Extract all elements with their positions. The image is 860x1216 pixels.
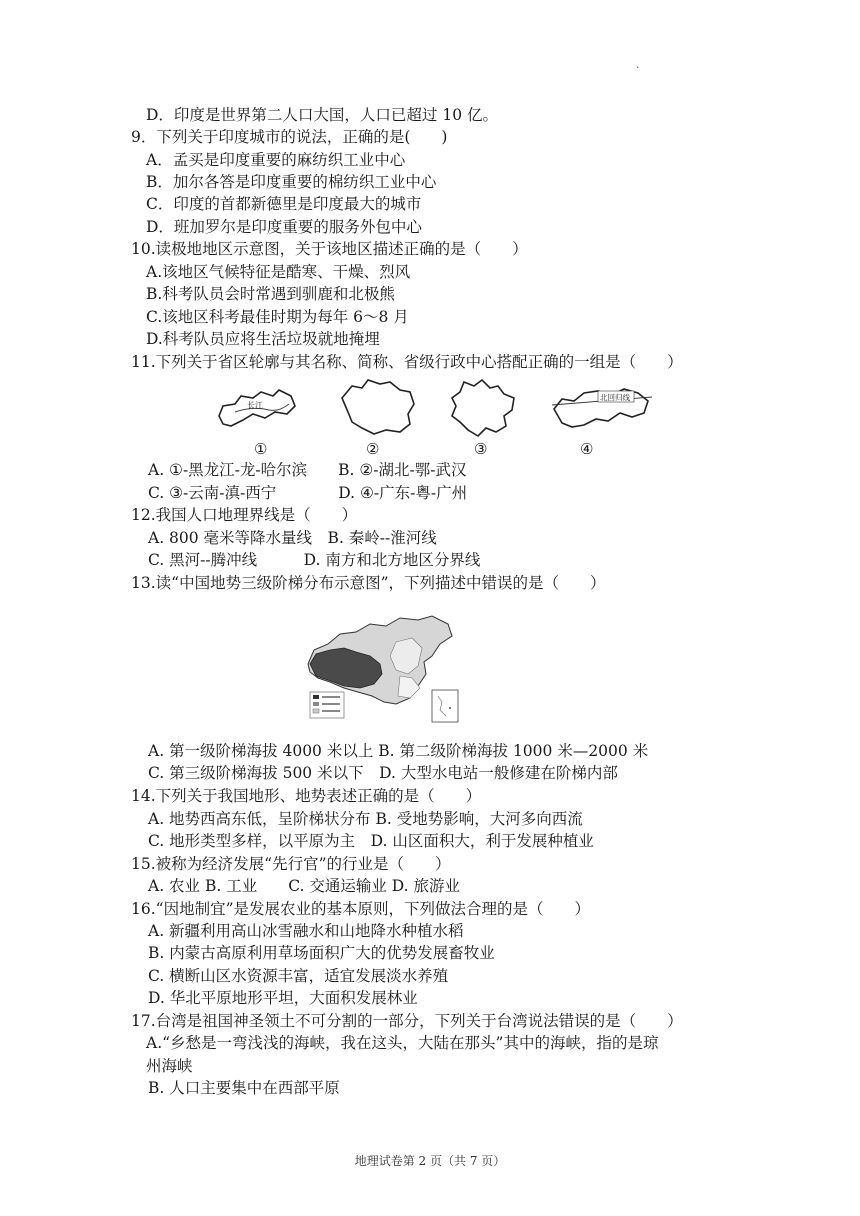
question-16: 16.“因地制宜”是发展农业的基本原则，下列做法合理的是（ ） bbox=[131, 900, 591, 918]
q9-option-d: D．班加罗尔是印度重要的服务外包中心 bbox=[146, 218, 422, 236]
province-outline-2-figure bbox=[338, 376, 418, 438]
q12-options-ab: A. 800 毫米等降水量线 B. 秦岭--淮河线 bbox=[148, 529, 437, 547]
china-terrain-map-figure bbox=[300, 612, 466, 724]
yangtze-label: 长江 bbox=[247, 401, 263, 410]
question-15: 15.被称为经济发展“先行官”的行业是（ ） bbox=[131, 855, 451, 873]
q16-option-a: A. 新疆利用高山冰雪融水和山地降水种植水稻 bbox=[148, 922, 464, 940]
q13-options-cd: C. 第三级阶梯海拔 500 米以下 D. 大型水电站一般修建在阶梯内部 bbox=[148, 764, 618, 782]
q8-option-d: D．印度是世界第二人口大国，人口已超过 10 亿。 bbox=[146, 106, 499, 124]
figure-label-1: ① bbox=[254, 440, 268, 458]
q11-options-cd: C. ③-云南-滇-西宁 D. ④-广东-粤-广州 bbox=[148, 484, 468, 502]
question-9: 9．下列关于印度城市的说法，正确的是( ) bbox=[131, 128, 448, 146]
q9-option-c: C．印度的首都新德里是印度最大的城市 bbox=[146, 195, 422, 213]
figure-label-3: ③ bbox=[474, 440, 488, 458]
page-footer: 地理试卷第 2 页（共 7 页） bbox=[354, 1154, 506, 1168]
q10-option-d: D.科考队员应将生活垃圾就地掩埋 bbox=[146, 330, 380, 348]
q17-option-a-line2: 州海峡 bbox=[146, 1057, 193, 1075]
q15-options: A. 农业 B. 工业 C. 交通运输业 D. 旅游业 bbox=[148, 877, 461, 895]
question-14: 14.下列关于我国地形、地势表述正确的是（ ） bbox=[131, 787, 482, 805]
q17-option-b: B. 人口主要集中在西部平原 bbox=[148, 1079, 340, 1097]
figure-label-2: ② bbox=[366, 440, 380, 458]
q9-option-a: A．孟买是印度重要的麻纺织工业中心 bbox=[146, 151, 406, 169]
tropic-of-cancer-label: 北回归线 bbox=[600, 393, 630, 402]
q11-options-ab: A. ①-黑龙江-龙-哈尔滨 B. ②-湖北-鄂-武汉 bbox=[148, 461, 467, 479]
figure-label-4: ④ bbox=[580, 440, 594, 458]
corner-marker: . bbox=[636, 60, 640, 71]
q14-options-cd: C. 地形类型多样，以平原为主 D. 山区面积大，利于发展种植业 bbox=[148, 832, 594, 850]
q16-option-c: C. 横断山区水资源丰富，适宜发展淡水养殖 bbox=[148, 967, 449, 985]
q13-options-ab: A. 第一级阶梯海拔 4000 米以上 B. 第二级阶梯海拔 1000 米—2000 米 bbox=[148, 742, 649, 760]
q10-option-b: B.科考队员会时常遇到驯鹿和北极熊 bbox=[146, 285, 395, 303]
guangdong-outline-figure bbox=[550, 383, 654, 435]
question-11: 11.下列关于省区轮廓与其名称、简称、省级行政中心搭配正确的一组是（ ） bbox=[131, 353, 683, 371]
q10-option-c: C.该地区科考最佳时期为每年 6～8 月 bbox=[146, 308, 409, 326]
yunnan-outline-figure bbox=[446, 376, 522, 440]
q14-options-ab: A. 地势西高东低，呈阶梯状分布 B. 受地势影响，大河多向西流 bbox=[148, 810, 583, 828]
q9-option-b: B．加尔各答是印度重要的棉纺织工业中心 bbox=[146, 173, 437, 191]
question-13: 13.读“中国地势三级阶梯分布示意图”，下列描述中错误的是（ ） bbox=[131, 574, 606, 592]
heilongjiang-outline-figure bbox=[213, 384, 303, 434]
q16-option-d: D. 华北平原地形平坦，大面积发展林业 bbox=[148, 989, 418, 1007]
q17-option-a-line1: A.“乡愁是一弯浅浅的海峡，我在这头，大陆在那头”其中的海峡，指的是琼 bbox=[146, 1034, 659, 1052]
question-12: 12.我国人口地理界线是（ ） bbox=[131, 506, 358, 524]
question-10: 10.读极地地区示意图，关于该地区描述正确的是（ ） bbox=[131, 240, 528, 258]
q16-option-b: B. 内蒙古高原利用草场面积广大的优势发展畜牧业 bbox=[148, 944, 495, 962]
question-17: 17.台湾是祖国神圣领土不可分割的一部分，下列关于台湾说法错误的是（ ） bbox=[131, 1012, 683, 1030]
q10-option-a: A.该地区气候特征是酷寒、干燥、烈风 bbox=[146, 263, 411, 281]
q12-options-cd: C. 黑河--腾冲线 D. 南方和北方地区分界线 bbox=[148, 551, 481, 569]
